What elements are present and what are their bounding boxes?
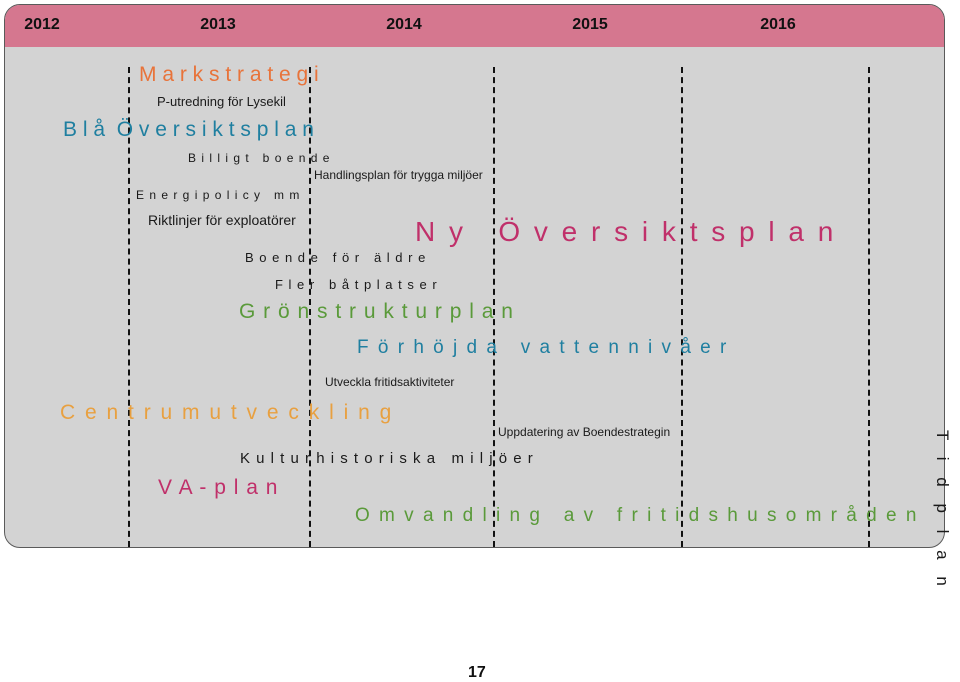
year-2014: 2014 <box>386 16 422 33</box>
item-gronstrukturplan: G r ö n s t r u k t u r p l a n <box>239 300 514 323</box>
item-omvandling: O m v a n d l i n g a v f r i t i d s h u s o m r å d e n <box>355 505 919 526</box>
year-2012: 2012 <box>24 16 60 33</box>
item-vattenniva: F ö r h ö j d a v a t t e n n i v å e r <box>357 337 729 358</box>
item-billigt-boende: B i l l i g t b o e n d e <box>188 151 331 165</box>
item-markstrategi: M a r k s t r a t e g i <box>139 63 319 86</box>
item-handlingsplan: Handlingsplan för trygga miljöer <box>314 168 483 182</box>
item-p-utredning: P-utredning för Lysekil <box>157 94 286 109</box>
item-riktlinjer: Riktlinjer för exploatörer <box>148 212 296 228</box>
page-number: 17 <box>468 664 486 681</box>
item-fritidsaktiviteter: Utveckla fritidsaktiviteter <box>325 375 455 389</box>
item-bla-oversiktsplan: B l å Ö v e r s i k t s p l a n <box>63 118 314 141</box>
year-2016: 2016 <box>760 16 796 33</box>
item-centrumutveckling: C e n t r u m u t v e c k l i n g <box>60 401 394 424</box>
item-boendestrategin: Uppdatering av Boendestrategin <box>498 425 671 439</box>
item-boende-aldre: B o e n d e f ö r ä l d r e <box>245 250 427 265</box>
item-va-plan: V A - p l a n <box>158 476 279 499</box>
year-divider <box>868 67 870 547</box>
year-2013: 2013 <box>200 16 236 33</box>
year-divider <box>681 67 683 547</box>
year-2015: 2015 <box>572 16 608 33</box>
side-label-tidplan: T i d p l a n <box>933 430 952 592</box>
year-header <box>5 5 944 47</box>
item-energipolicy: E n e r g i p o l i c y m m <box>136 188 301 202</box>
item-batplatser: F l e r b å t p l a t s e r <box>275 277 438 292</box>
item-kulturhistoriska: K u l t u r h i s t o r i s k a m i l j ö e r <box>240 450 534 467</box>
item-ny-oversiktsplan: N y Ö v e r s i k t s p l a n <box>415 216 837 247</box>
timeline-panel <box>4 4 945 548</box>
